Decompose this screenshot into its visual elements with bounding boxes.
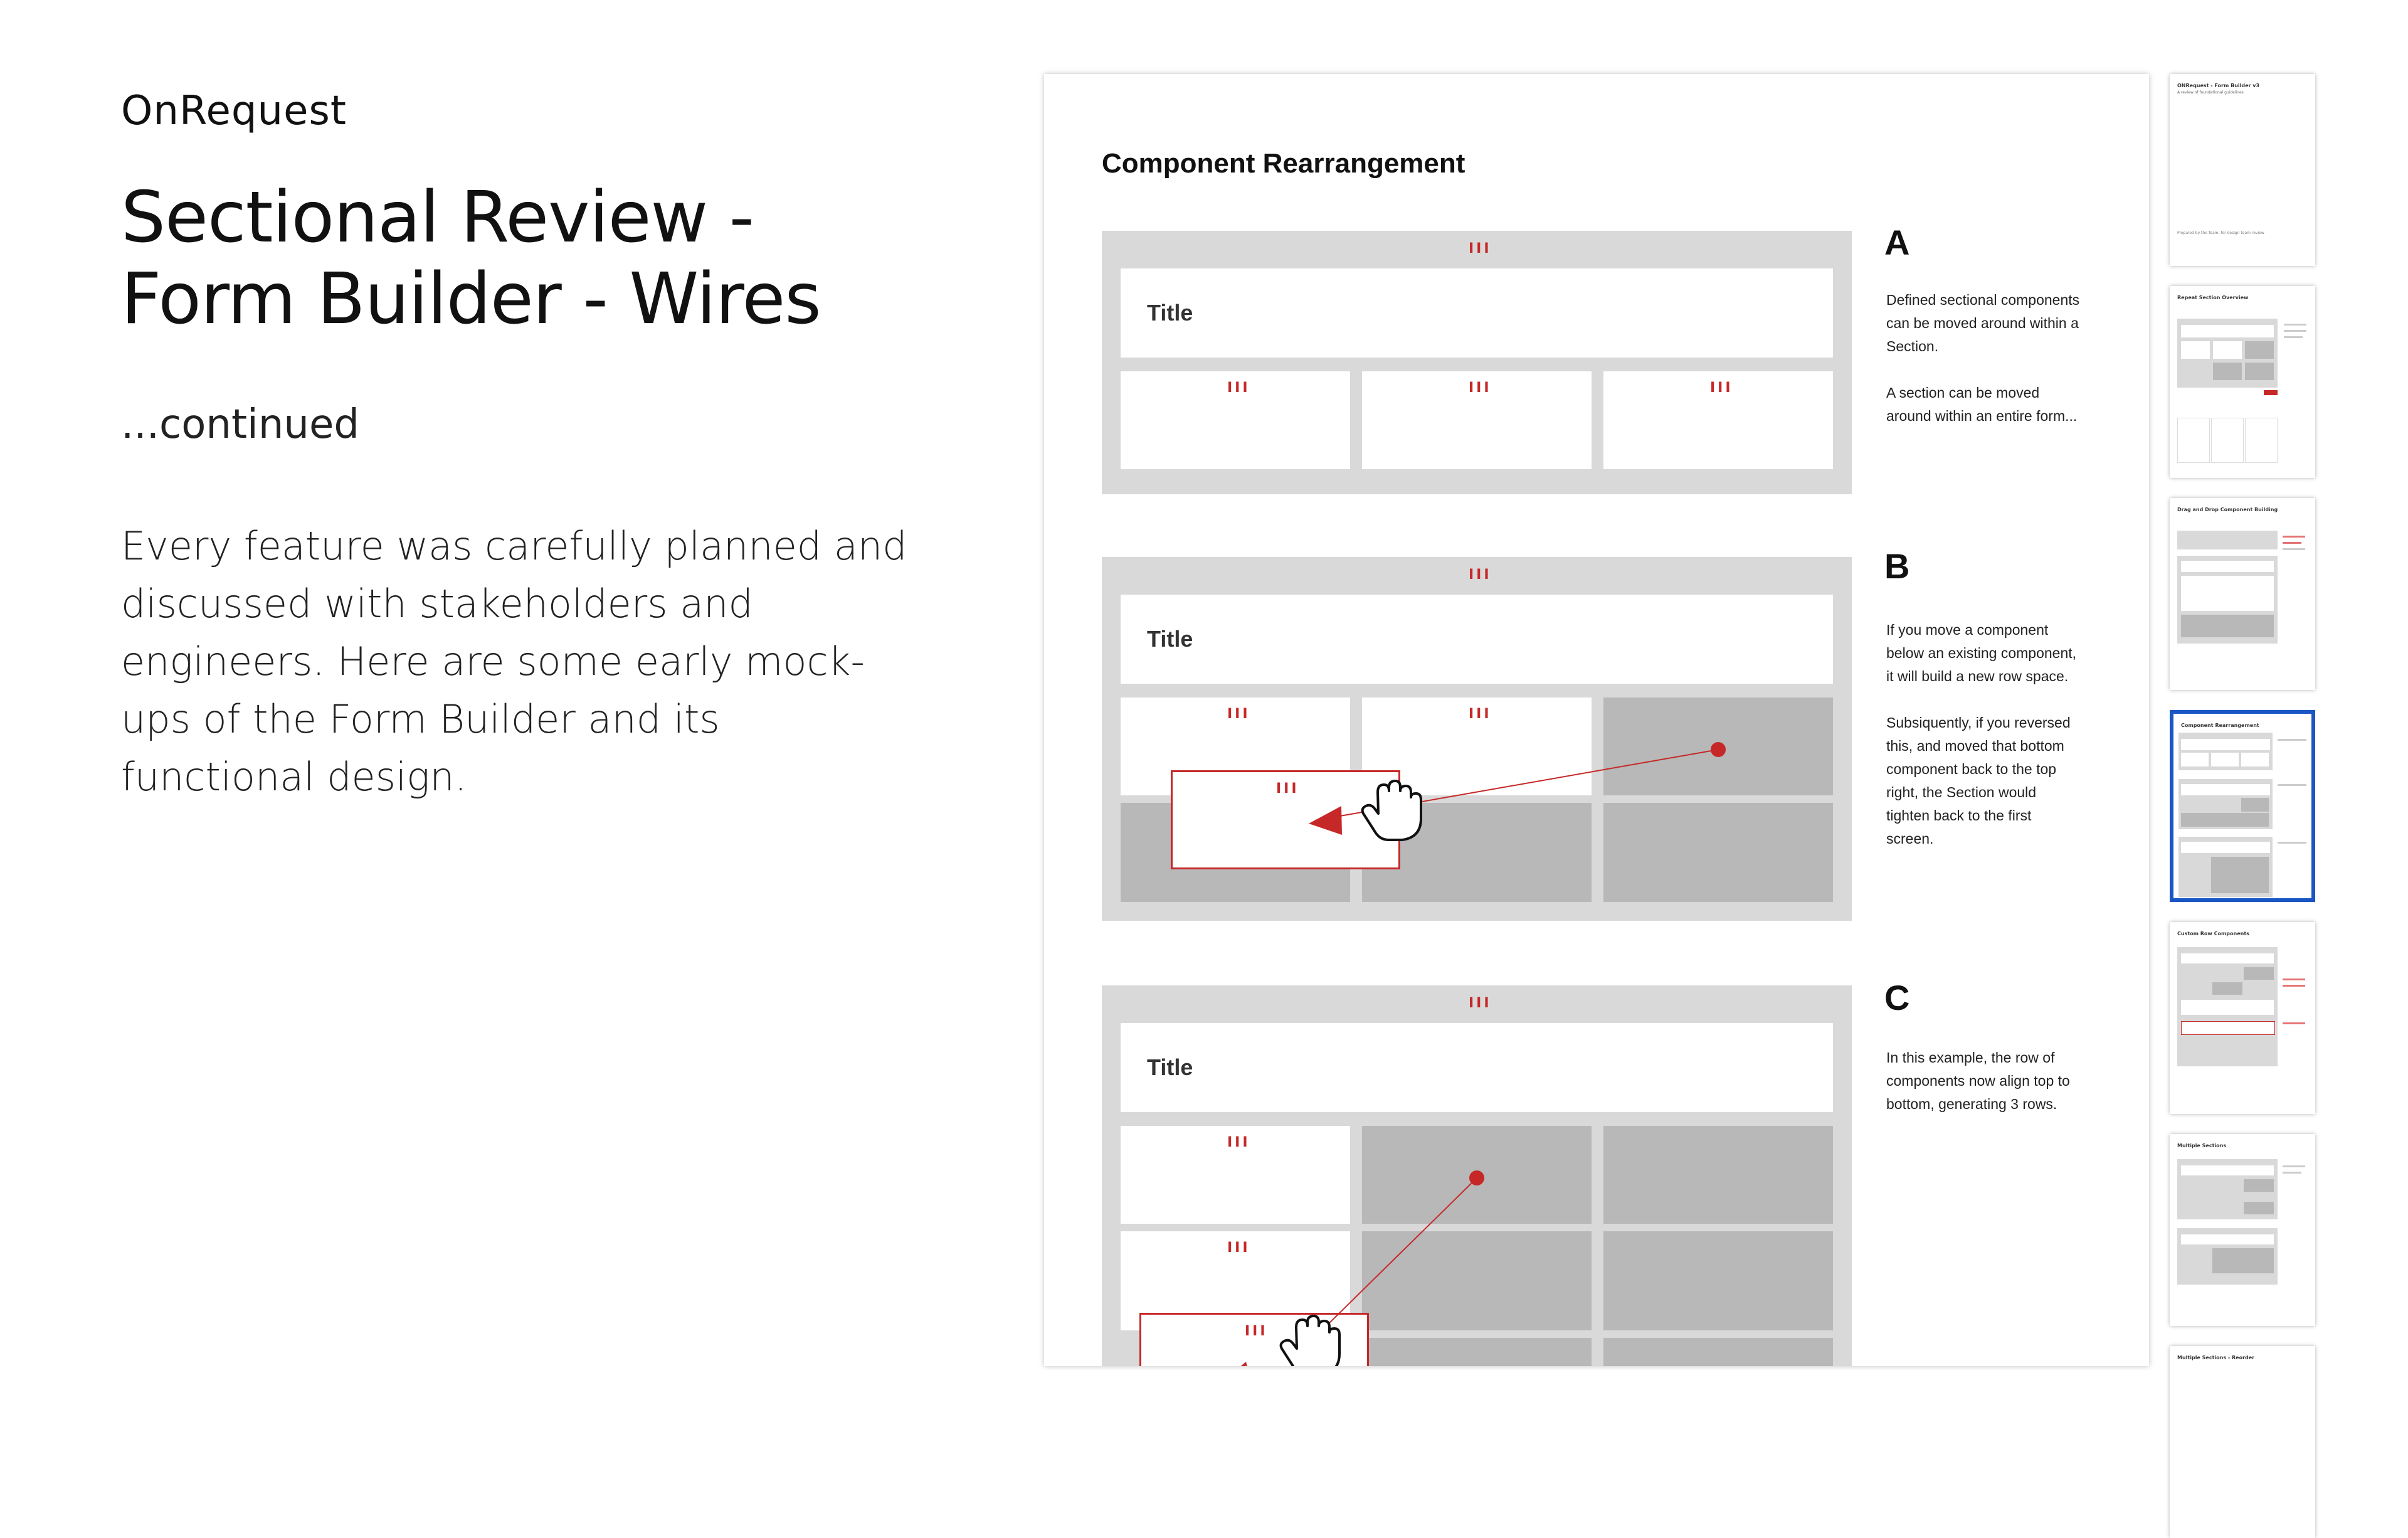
thumbnail-block <box>2177 418 2210 463</box>
page-thumbnail[interactable] <box>2170 1134 2315 1326</box>
component-drag-handle[interactable]: III <box>1469 380 1492 396</box>
brand-name: OnRequest <box>121 88 347 134</box>
thumbnail-accent <box>2283 536 2305 538</box>
thumbnail-block <box>2244 967 2274 980</box>
thumbnail-block <box>2181 1165 2274 1175</box>
component-drag-handle[interactable]: III <box>1227 380 1250 396</box>
section-drag-handle[interactable]: III <box>1469 241 1492 257</box>
component-cell[interactable] <box>1603 371 1833 469</box>
section-letter-b: B <box>1884 546 1910 586</box>
section-c-description <box>1886 1046 2082 1139</box>
thumbnail-block <box>2213 341 2242 359</box>
component-drag-handle[interactable]: III <box>1245 1323 1268 1339</box>
thumbnail-block <box>2181 325 2274 337</box>
thumbnail-block <box>2181 561 2274 572</box>
continued-label: ...continued <box>121 401 359 448</box>
hand-cursor-icon <box>1281 1316 1339 1366</box>
section-a-description <box>1886 289 2082 451</box>
thumbnail-block <box>2181 784 2270 795</box>
description-paragraph: A section can be moved around within an entire form... <box>1886 384 2078 424</box>
thumbnail-text-line <box>2283 548 2305 550</box>
thumbnail-title: ONRequest - Form Builder v3 <box>2177 83 2260 88</box>
page-thumbnail[interactable] <box>2170 286 2315 478</box>
thumbnail-text-line <box>2278 739 2306 741</box>
section-drag-handle[interactable]: III <box>1469 567 1492 583</box>
thumbnail-block <box>2245 363 2274 380</box>
thumbnail-block <box>2181 739 2270 750</box>
thumbnail-accent <box>2181 1021 2275 1035</box>
component-drag-handle[interactable]: III <box>1710 380 1733 396</box>
thumbnail-block <box>2245 418 2278 463</box>
description-paragraph: Subsiquently, if you reversed this, and moved that bottom component back to the top right, the Section would tighten back to the first screen. <box>1886 714 2071 847</box>
section-letter-a: A <box>1884 223 1910 262</box>
thumbnail-block <box>2211 418 2244 463</box>
thumbnail-block <box>2181 1234 2274 1244</box>
thumbnail-block <box>2241 753 2269 766</box>
thumbnail-block <box>2212 1248 2274 1273</box>
heading-line-2: Form Builder - Wires <box>121 258 821 340</box>
component-drag-handle[interactable]: III <box>1227 1240 1250 1256</box>
thumbnail-subtitle: A review of foundational guidelines <box>2177 90 2244 95</box>
thumbnail-block <box>2212 982 2242 995</box>
section-b-description <box>1886 618 2082 874</box>
thumbnail-text-line <box>2278 842 2306 844</box>
thumbnail-title: Drag and Drop Component Building <box>2177 507 2278 512</box>
section-b[interactable] <box>1102 557 1852 921</box>
thumbnail-block <box>2211 753 2239 766</box>
intro-body: Every feature was carefully planned and discussed with stakeholders and engineers. Here are some early mock-ups of the Form Builder and its functional design. <box>121 523 907 800</box>
description-paragraph: In this example, the row of components now align top to bottom, generating 3 rows. <box>1886 1049 2070 1112</box>
thumbnail-block <box>2181 615 2274 637</box>
section-a[interactable] <box>1102 231 1852 494</box>
thumbnail-accent <box>2283 542 2301 544</box>
thumbnail-block <box>2181 576 2274 611</box>
thumbnail-block <box>2241 798 2269 812</box>
thumbnail-block <box>2181 842 2270 853</box>
description-paragraph: Defined sectional components can be moved around within a Section. <box>1886 292 2080 354</box>
thumbnail-block <box>2181 953 2274 963</box>
heading-line-1: Sectional Review - <box>121 177 754 258</box>
description-paragraph: If you move a component below an existing component, it will build a new row space. <box>1886 622 2077 684</box>
component-drag-handle[interactable]: III <box>1469 706 1492 722</box>
page-thumbnail[interactable] <box>2170 74 2315 266</box>
thumbnail-text-line <box>2283 1172 2301 1174</box>
thumbnail-block <box>2181 341 2210 359</box>
drag-path-overlay <box>1102 985 1852 1366</box>
component-cell[interactable] <box>1362 371 1592 469</box>
thumbnail-block <box>2244 1202 2274 1214</box>
thumbnail-accent <box>2264 390 2278 395</box>
thumbnail-text-line <box>2284 324 2306 326</box>
page-title: Component Rearrangement <box>1102 148 1465 179</box>
thumbnail-accent <box>2283 1022 2305 1024</box>
thumbnail-block <box>2181 1000 2274 1015</box>
thumbnail-text-line <box>2284 330 2306 332</box>
thumbnail-accent <box>2283 978 2305 980</box>
page-thumbnail[interactable] <box>2170 498 2315 690</box>
component-drag-handle[interactable]: III <box>1227 706 1250 722</box>
title-label: Title <box>1147 300 1193 326</box>
drag-path-overlay <box>1102 557 1852 921</box>
thumbnail-title: Repeat Section Overview <box>2177 295 2249 300</box>
thumbnail-text-line <box>2284 336 2303 338</box>
title-component[interactable] <box>1121 268 1833 358</box>
hand-cursor-icon <box>1363 781 1421 840</box>
page-heading <box>121 177 936 340</box>
component-drag-handle[interactable]: III <box>1276 781 1299 797</box>
thumbnail-text-line <box>2283 1165 2305 1167</box>
component-drag-handle[interactable]: III <box>1227 1135 1250 1150</box>
page-thumbnail-active[interactable] <box>2170 710 2315 902</box>
thumbnail-block <box>2181 753 2209 766</box>
thumbnail-title: Component Rearrangement <box>2181 723 2259 728</box>
title-label: Title <box>1147 626 1193 652</box>
thumbnail-block <box>2213 363 2242 380</box>
thumbnail-title: Multiple Sections - Reorder <box>2177 1355 2255 1360</box>
section-c[interactable] <box>1102 985 1852 1366</box>
page-thumbnail[interactable] <box>2170 1346 2315 1538</box>
thumbnail-accent <box>2283 985 2305 987</box>
thumbnail-wireframe <box>2177 531 2278 549</box>
main-page-preview[interactable] <box>1044 74 2149 1366</box>
thumbnail-title: Multiple Sections <box>2177 1143 2227 1148</box>
component-cell[interactable] <box>1121 371 1350 469</box>
section-letter-c: C <box>1884 978 1910 1017</box>
thumbnail-block <box>2181 813 2269 827</box>
thumbnail-block <box>2211 857 2269 893</box>
thumbnail-block <box>2245 341 2274 359</box>
section-drag-handle[interactable]: III <box>1469 995 1492 1011</box>
thumbnail-title: Custom Row Components <box>2177 931 2249 936</box>
thumbnail-footer: Prepared by the Team, for design team review <box>2177 231 2264 235</box>
title-label: Title <box>1147 1054 1193 1080</box>
thumbnail-text-line <box>2278 784 2306 786</box>
page-thumbnail[interactable] <box>2170 922 2315 1114</box>
thumbnail-block <box>2244 1179 2274 1192</box>
